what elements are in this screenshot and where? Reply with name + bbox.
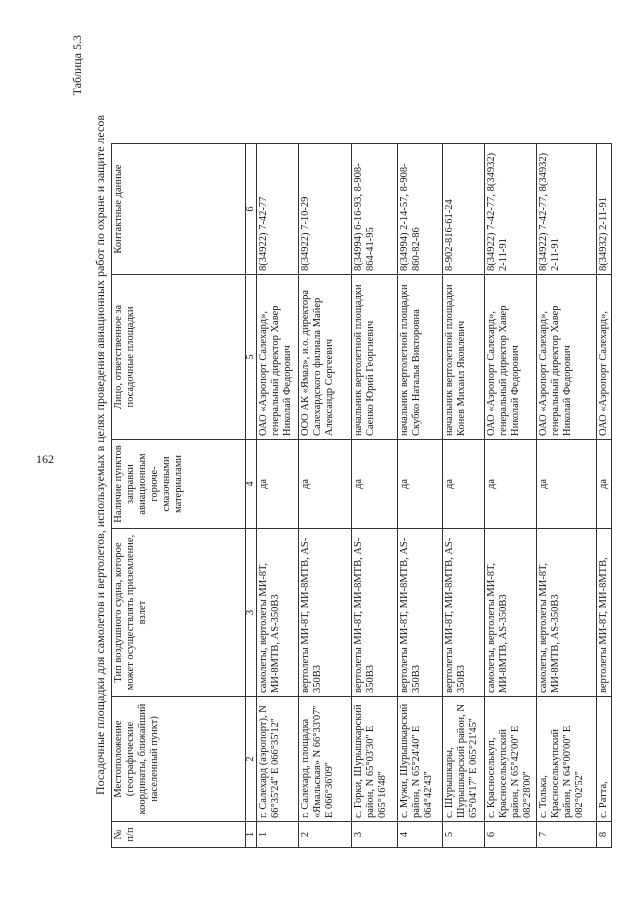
- responsible-cell: начальник вертолетной площадки Конев Михаил Яковлевич: [443, 275, 485, 440]
- location-cell: с. Мужи, Шурышкарский район, N 65°24'40'' E 064°42'43'': [398, 697, 443, 822]
- location-cell: г. Салехард, площадка «Ямальская» N 66°33'07'' E 066°36'09'': [299, 697, 352, 822]
- table-row: [443, 144, 485, 848]
- table-row: [352, 144, 398, 848]
- column-number: 2: [246, 697, 257, 822]
- header-number: № п/п: [112, 822, 246, 848]
- aircraft-cell: вертолеты МИ-8Т, МИ-8МТВ, AS-350B3: [299, 529, 352, 697]
- fuel-cell: да: [485, 440, 537, 529]
- column-number: 5: [246, 275, 257, 440]
- location-cell: с. Ратта,: [597, 697, 612, 822]
- table-row: [537, 144, 597, 848]
- fuel-cell: да: [537, 440, 597, 529]
- fuel-cell: да: [257, 440, 299, 529]
- aircraft-cell: самолеты, вертолеты МИ-8Т, МИ-8МТВ, AS-350B3: [485, 529, 537, 697]
- header-aircraft-type: Тип воздушного судна, которое может осуществлять приземление, взлет: [112, 529, 246, 697]
- table-row: [257, 144, 299, 848]
- responsible-cell: начальник вертолетной площадки Скубко Наталья Викторовна: [398, 275, 443, 440]
- responsible-cell: начальник вертолетной площадки Саенко Юрий Георгиевич: [352, 275, 398, 440]
- responsible-cell: ОАО «Аэропорт Салехард», генеральный директор Хавер Николай Федорович: [485, 275, 537, 440]
- aircraft-cell: самолеты, вертолеты МИ-8Т, МИ-8МТВ, AS-350B3: [257, 529, 299, 697]
- table-caption: Посадочные площадки для самолетов и вертолетов, используемых в целях проведения авиационных работ по охране и защите лесов: [93, 114, 107, 796]
- row-number: 6: [485, 822, 537, 848]
- location-cell: с. Горки, Шурышкарский район, N 65°03'30'' E 065°16'48'': [352, 697, 398, 822]
- contacts-cell: 8(34922) 7-42-77: [257, 144, 299, 275]
- contacts-cell: 8(34994) 2-14-57, 8-908-860-82-86: [398, 144, 443, 275]
- contacts-cell: 8(34922) 7-42-77, 8(34932) 2-11-91: [537, 144, 597, 275]
- column-number: 6: [246, 144, 257, 275]
- contacts-cell: 8(34994) 6-16-93, 8-908-864-41-95: [352, 144, 398, 275]
- column-number: 1: [246, 822, 257, 848]
- location-cell: с. Толька, Красноселькупский район, N 64°00'00'' E 082°02'52'': [537, 697, 597, 822]
- location-cell: с. Шурышкары, Шурышкарский район, N 65°04'17'' E 065°21'45'': [443, 697, 485, 822]
- fuel-cell: да: [299, 440, 352, 529]
- row-number: 1: [257, 822, 299, 848]
- header-row: [112, 144, 246, 848]
- header-responsible: Лицо, ответственное за посадочные площадки: [112, 275, 246, 440]
- fuel-cell: да: [352, 440, 398, 529]
- location-cell: с. Красноселькуп, Красноселькупский район, N 65°42'00'' E 082°28'00'': [485, 697, 537, 822]
- header-contacts: Контактные данные: [112, 144, 246, 275]
- responsible-cell: ОАО «Аэропорт Салехард», генеральный директор Хавер Николай Федорович: [257, 275, 299, 440]
- location-cell: г. Салехард (аэропорт), N 66°35'24'' E 066°35'12'': [257, 697, 299, 822]
- landing-sites-table: [111, 143, 612, 848]
- page-number: 162: [36, 452, 54, 466]
- contacts-cell: 8-902-816-61-24: [443, 144, 485, 275]
- contacts-cell: 8(34922) 7-42-77, 8(34932) 2-11-91: [485, 144, 537, 275]
- aircraft-cell: вертолеты МИ-8Т, МИ-8МТВ, AS-350B3: [352, 529, 398, 697]
- responsible-cell: ОАО «Аэропорт Салехард»,: [597, 275, 612, 440]
- row-number: 7: [537, 822, 597, 848]
- table-row: [485, 144, 537, 848]
- fuel-cell: да: [597, 440, 612, 529]
- aircraft-cell: вертолеты МИ-8Т, МИ-8МТВ, AS-350B3: [443, 529, 485, 697]
- row-number: 4: [398, 822, 443, 848]
- column-number-row: [246, 144, 257, 848]
- responsible-cell: ООО АК «Ямал», и.о. директора Салехардского филиала Майер Александр Сергеевич: [299, 275, 352, 440]
- table-label: Таблица 5.3: [70, 35, 84, 96]
- column-number: 4: [246, 440, 257, 529]
- header-fuel: Наличие пунктов заправки авиационным горюче-смазочными материалами: [112, 440, 246, 529]
- row-number: 2: [299, 822, 352, 848]
- table-row: [597, 144, 612, 848]
- responsible-cell: ОАО «Аэропорт Салехард», генеральный директор Хавер Николай Федорович: [537, 275, 597, 440]
- contacts-cell: 8(34922) 7-10-29: [299, 144, 352, 275]
- contacts-cell: 8(34932) 2-11-91: [597, 144, 612, 275]
- table-row: [398, 144, 443, 848]
- row-number: 8: [597, 822, 612, 848]
- table-row: [299, 144, 352, 848]
- aircraft-cell: вертолеты МИ-8Т, МИ-8МТВ,: [597, 529, 612, 697]
- row-number: 5: [443, 822, 485, 848]
- aircraft-cell: вертолеты МИ-8Т, МИ-8МТВ, AS-350B3: [398, 529, 443, 697]
- fuel-cell: да: [443, 440, 485, 529]
- column-number: 3: [246, 529, 257, 697]
- aircraft-cell: самолеты, вертолеты МИ-8Т, МИ-8МТВ, AS-350B3: [537, 529, 597, 697]
- row-number: 3: [352, 822, 398, 848]
- fuel-cell: да: [398, 440, 443, 529]
- header-location: Местоположение (географические координаты, ближайший населенный пункт): [112, 697, 246, 822]
